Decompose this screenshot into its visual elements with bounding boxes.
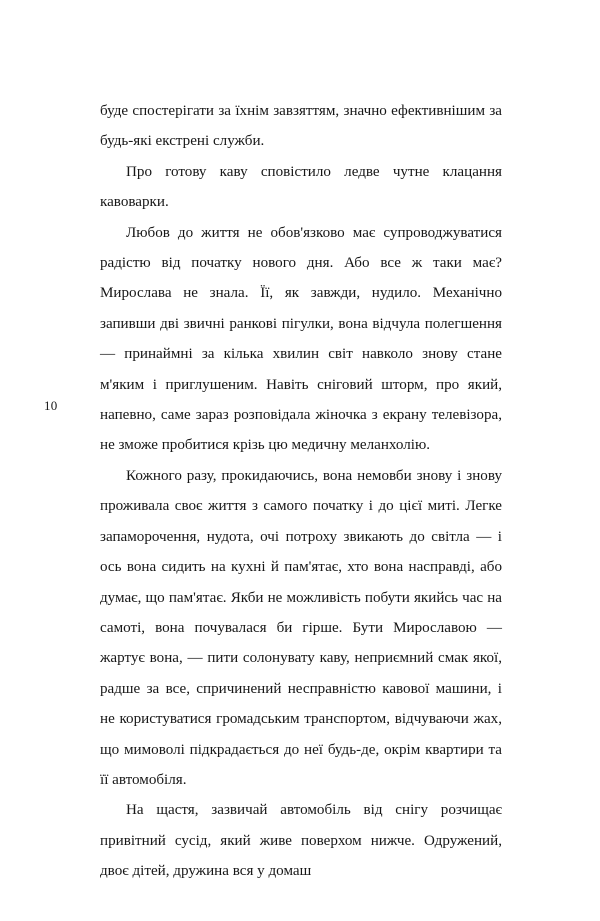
paragraph: Любов до життя не обов'язково має супроводжуватися радістю від початку нового дня. Або все ж таки має? Мирослава не знала. Її, як завжди, нудило. Механічно запивши дві звичні ранкові пігулки, вона відчула полегшення — принаймні за кілька хвилин світ навколо знову стане м'яким і приглушеним. Навіть сніговий шторм, про який, напевно, саме зараз розповідала жіночка з екрану телевізора, не зможе пробитися крізь цю медичну меланхолію. bbox=[100, 224, 502, 454]
paragraph: Кожного разу, прокидаючись, вона немовби знову і знову проживала своє життя з самого початку і до цієї миті. Легке запаморочення, нудота, очі потроху звикають до світла — і ось вона сидить на кухні й пам'ятає, хто вона насправді, або думає, що пам'ятає. Якби не можливість побути якийсь час на самоті, вона почувалася би гірше. Бути Мирославою — жартує вона, — пити солонувату каву, неприємний смак якої, радше за все, спричинений несправністю кавової машини, і не користуватися громадським транспортом, відчуваючи жах, що мимоволі підкрадається до неї будь-де, окрім квартири та її автомобіля. bbox=[100, 467, 502, 788]
paragraph: Про готову каву сповістило ледве чутне клацання кавоварки. bbox=[100, 163, 502, 211]
paragraph: буде спостерігати за їхнім завзяттям, значно ефективнішим за будь-які екстрені служби. bbox=[100, 103, 502, 150]
paragraph: На щастя, зазвичай автомобіль від снігу розчищає привітний сусід, який живе поверхом нижче. Одружений, двоє дітей, дружина вся у домаш bbox=[100, 802, 502, 880]
page-number: 10 bbox=[44, 398, 58, 413]
body-text-column bbox=[100, 96, 502, 887]
